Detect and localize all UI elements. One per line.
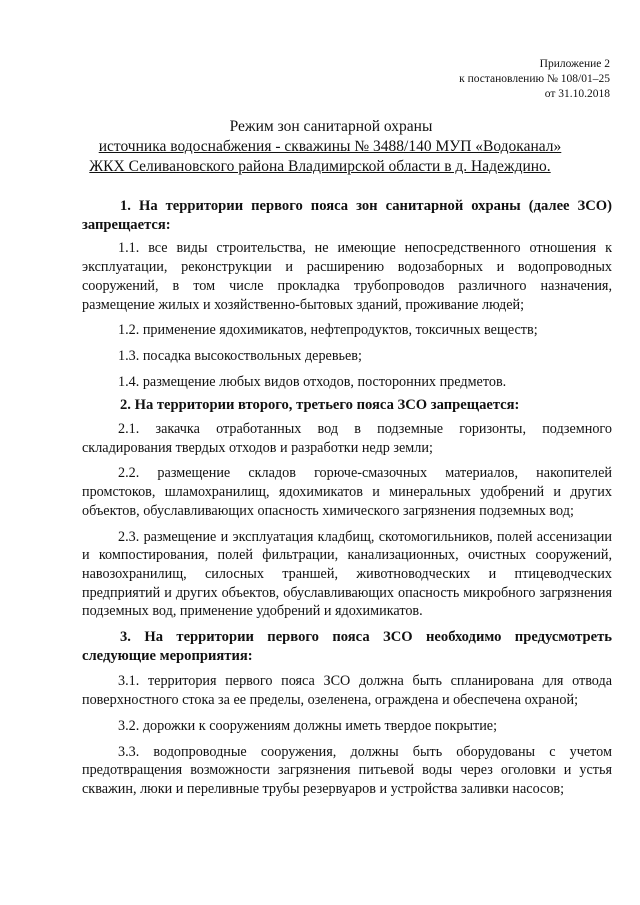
- list-item: 1.1. все виды строительства, не имеющие непосредственного отношения к эксплуатации, реконструкции и расширению водозаборных и водопроводных сооружений, в том числе прокладка трубопроводов различного назначения, размещение жилых и хозяйственно-бытовых зданий, проживание людей;: [82, 240, 612, 313]
- list-item: 1.3. посадка высокоствольных деревьев;: [118, 347, 362, 364]
- section-1-heading: 1. На территории первого пояса зон санитарной охраны (далее ЗСО) запрещается:: [82, 198, 612, 233]
- list-item: 1.4. размещение любых видов отходов, посторонних предметов.: [118, 373, 507, 390]
- appendix-number: Приложение 2: [539, 58, 610, 70]
- title-line-3: ЖКХ Селивановского района Владимирской области в д. Надеждино.: [89, 158, 551, 175]
- list-item: 3.3. водопроводные сооружения, должны быть оборудованы с учетом предотвращения возможности загрязнения питьевой воды через оголовки и устья скважин, люки и переливные трубы резервуаров и устройства заливки насосов;: [82, 743, 612, 797]
- list-item: 1.2. применение ядохимикатов, нефтепродуктов, токсичных веществ;: [118, 322, 538, 339]
- list-item: 2.1. закачка отработанных вод в подземные горизонты, подземного складирования твердых отходов и разработки недр земли;: [82, 421, 612, 456]
- section-2-heading: 2. На территории второго, третьего пояса ЗСО запрещается:: [120, 397, 520, 414]
- list-item: 3.2. дорожки к сооружениям должны иметь твердое покрытие;: [118, 717, 498, 734]
- appendix-resolution: к постановлению № 108/01–25: [459, 73, 610, 85]
- section-3-heading: 3. На территории первого пояса ЗСО необходимо предусмотреть следующие мероприятия:: [82, 629, 612, 664]
- appendix-reference: [459, 57, 610, 102]
- document-body: [82, 197, 612, 799]
- title-line-1: Режим зон санитарной охраны: [229, 118, 433, 135]
- document-title: [0, 117, 640, 177]
- list-item: 3.1. территория первого пояса ЗСО должна быть спланирована для отвода поверхностного стока за ее пределы, озеленена, ограждена и обеспечена охраной;: [82, 673, 612, 709]
- appendix-date: от 31.10.2018: [544, 88, 610, 100]
- list-item: 2.2. размещение складов горюче-смазочных материалов, накопителей промстоков, шламохранилищ, ядохимикатов и минеральных удобрений и других объектов, обуславливающих опасность химического загрязнения подземных вод;: [82, 465, 612, 519]
- title-line-2: источника водоснабжения - скважины № 3488/140 МУП «Водоканал»: [98, 138, 562, 155]
- list-item: 2.3. размещение и эксплуатация кладбищ, скотомогильников, полей ассенизации и компостирования, полей фильтрации, канализационных, очистных сооружений, навозохранилищ, силосных траншей, животноводческих и птицеводческих предприятий и других объектов, обуславливающих опасность микробного загрязнения подземных вод, применение удобрений и ядохимикатов.: [82, 528, 612, 620]
